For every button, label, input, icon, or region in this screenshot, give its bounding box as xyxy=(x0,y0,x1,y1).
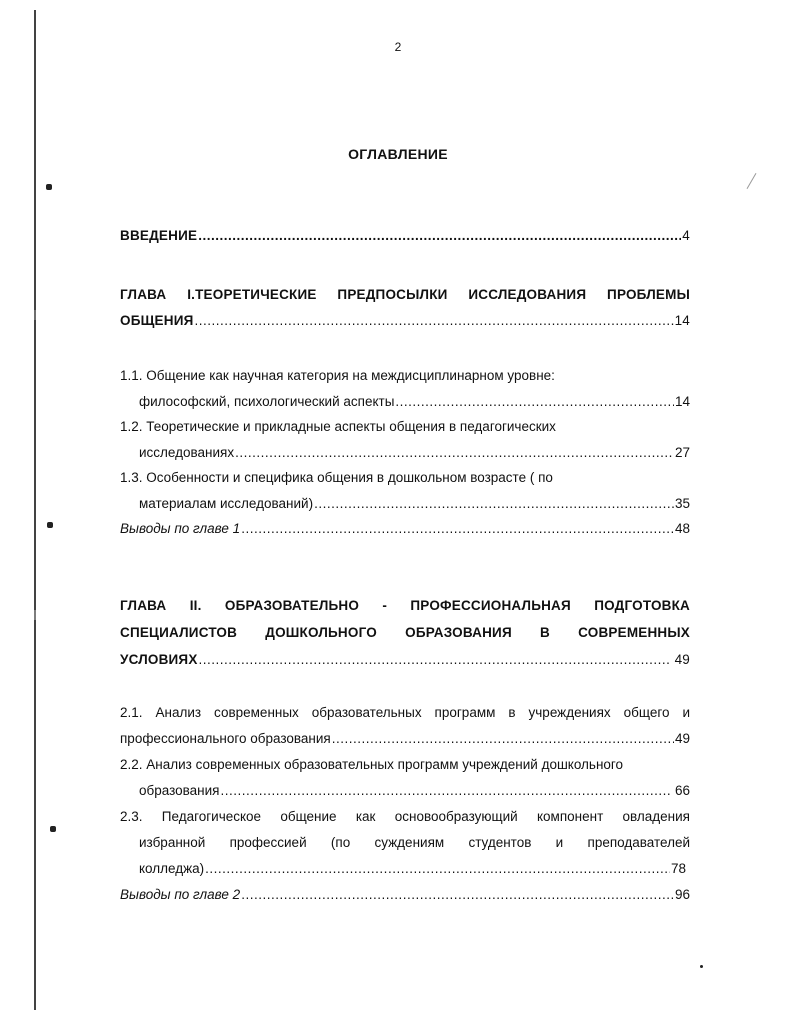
leader-dots xyxy=(195,308,674,334)
toc-title: ОГЛАВЛЕНИЕ xyxy=(348,146,448,162)
section-2-3-line1: 2.3. Педагогическое общение как основообразующий компонент овладения xyxy=(120,809,690,824)
leader-dots xyxy=(199,646,670,673)
leader-dots xyxy=(332,726,674,752)
leader-dots xyxy=(395,389,674,415)
section-1-2-page: 27 xyxy=(674,444,690,460)
leader-dots xyxy=(314,491,674,517)
section-1-1-line1: 1.1. Общение как научная категория на междисциплинарном уровне: xyxy=(120,368,555,383)
section-1-1-page: 14 xyxy=(674,393,690,409)
chapter-2-sections xyxy=(120,700,690,908)
section-1-3-line2: материалам исследований) xyxy=(139,495,314,511)
chapter-1-title-line2: ОБЩЕНИЯ xyxy=(120,313,194,328)
chapter-1-sections xyxy=(120,363,690,542)
toc-intro[interactable] xyxy=(120,228,690,243)
section-2-1-page: 49 xyxy=(674,731,690,746)
leader-dots xyxy=(198,228,681,243)
leader-dots xyxy=(221,778,670,804)
leader-dots xyxy=(241,516,674,542)
chapter-1-title-line1: ГЛАВА I.ТЕОРЕТИЧЕСКИЕ ПРЕДПОСЫЛКИ ИССЛЕДОВАНИЯ ПРОБЛЕМЫ xyxy=(120,287,690,302)
section-1-3-line1: 1.3. Особенности и специфика общения в дошкольном возрасте ( по xyxy=(120,470,553,485)
conclusions-1-label: Выводы по главе 1 xyxy=(120,521,241,536)
section-2-3-line2: избранной профессией (по суждениям студентов и преподавателей xyxy=(139,835,690,850)
page-number: 2 xyxy=(394,40,402,54)
intro-page: 4 xyxy=(682,228,690,243)
chapter-2-title-line1: ГЛАВА II. ОБРАЗОВАТЕЛЬНО - ПРОФЕССИОНАЛЬНАЯ ПОДГОТОВКА xyxy=(120,598,690,613)
conclusions-1-page: 48 xyxy=(674,521,690,536)
scan-mark xyxy=(747,173,757,189)
leader-dots xyxy=(241,882,674,908)
chapter-2-page: 49 xyxy=(674,652,690,667)
section-1-3-page: 35 xyxy=(674,495,690,511)
toc-section-1-1[interactable] xyxy=(120,363,690,414)
section-1-2-line2: исследованиях xyxy=(139,444,235,460)
leader-dots xyxy=(235,440,674,466)
section-2-3-page: 78 xyxy=(670,861,686,876)
toc-section-2-3[interactable] xyxy=(120,804,690,882)
toc-section-1-2[interactable] xyxy=(120,414,690,465)
section-2-3-line3: колледжа) xyxy=(139,861,205,876)
scan-speck xyxy=(700,965,703,968)
section-2-2-line2: образования xyxy=(139,783,220,798)
chapter-2-title-line2: СПЕЦИАЛИСТОВ ДОШКОЛЬНОГО ОБРАЗОВАНИЯ В СОВРЕМЕННЫХ xyxy=(120,625,690,640)
toc-section-1-3[interactable] xyxy=(120,465,690,516)
chapter-2-title-line3: УСЛОВИЯХ xyxy=(120,652,198,667)
intro-label: ВВЕДЕНИЕ xyxy=(120,228,198,243)
scan-speck xyxy=(46,184,52,190)
section-2-2-page: 66 xyxy=(674,783,690,798)
toc-chapter-1[interactable] xyxy=(120,282,690,334)
conclusions-2-label: Выводы по главе 2 xyxy=(120,887,241,902)
section-1-1-line2: философский, психологический аспекты xyxy=(139,393,395,409)
leader-dots xyxy=(205,856,670,882)
scan-speck xyxy=(50,826,56,832)
section-2-2-line1: 2.2. Анализ современных образовательных программ учреждений дошкольного xyxy=(120,757,624,772)
scan-speck xyxy=(47,522,53,528)
section-2-1-line1: 2.1. Анализ современных образовательных программ в учреждениях общего и xyxy=(120,705,690,720)
toc-section-2-2[interactable] xyxy=(120,752,690,804)
chapter-1-page: 14 xyxy=(674,313,690,328)
toc-conclusions-1[interactable] xyxy=(120,516,690,542)
conclusions-2-page: 96 xyxy=(674,887,690,902)
toc-section-2-1[interactable] xyxy=(120,700,690,752)
toc-chapter-2[interactable] xyxy=(120,592,690,673)
toc-conclusions-2[interactable] xyxy=(120,882,690,908)
section-2-1-line2: профессионального образования xyxy=(120,731,331,746)
section-1-2-line1: 1.2. Теоретические и прикладные аспекты общения в педагогических xyxy=(120,419,556,434)
